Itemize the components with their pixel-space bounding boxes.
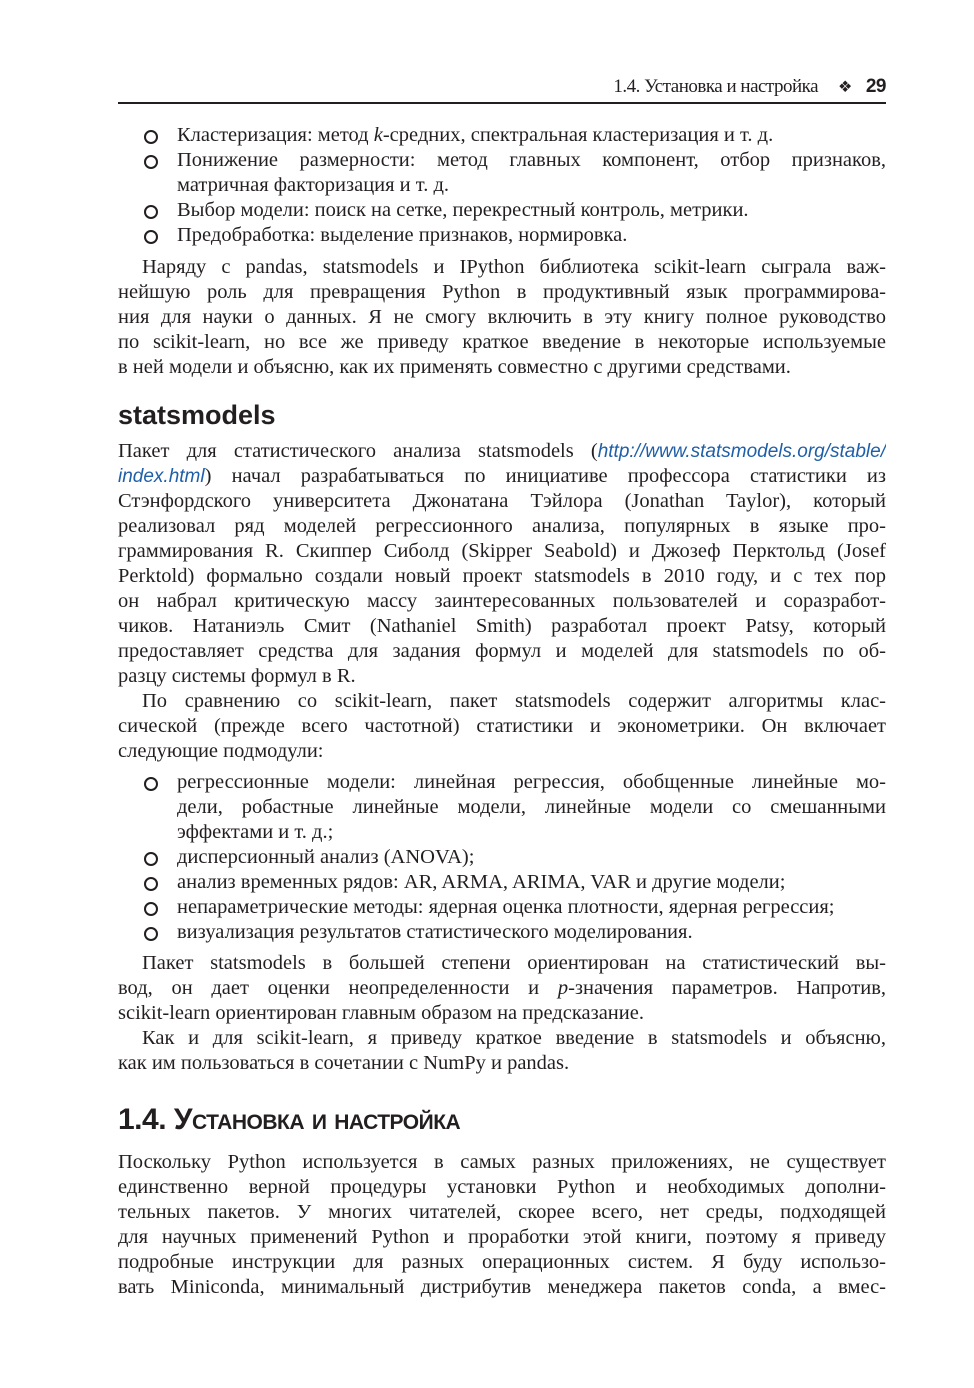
- text-line: непараметрические методы: ядерная оценка плотности, ядерная регрессия;: [177, 896, 835, 918]
- text-segment: ) начал разрабатываться по инициативе профессора статистики из: [204, 465, 886, 487]
- text-segment: p: [557, 977, 569, 999]
- bullet-circle-icon: [144, 902, 158, 916]
- text-line: он набрал критическую массу заинтересованных пользователей и соразработ-: [118, 590, 886, 612]
- bullet-circle-icon: [144, 852, 158, 866]
- submodule-list: [118, 770, 886, 945]
- text-line: Perktold) формально создали новый проект statsmodels в 2010 году, и с тех пор: [118, 565, 886, 587]
- paragraph: [118, 951, 886, 1026]
- text-line: тельных пакетов. У многих читателей, скорее всего, нет среды, подходящей: [118, 1201, 886, 1223]
- bullet-circle-icon: [144, 877, 158, 891]
- text-line: подробные инструкции для разных операционных систем. Я буду использо-: [118, 1251, 886, 1273]
- running-header-section: 1.4. Установка и настройка: [613, 76, 819, 97]
- text-line: Выбор модели: поиск на сетке, перекрестный контроль, метрики.: [177, 199, 749, 221]
- ornament-icon: ❖: [838, 79, 852, 96]
- text-line: [118, 439, 886, 464]
- text-line: матричная факторизация и т. д.: [177, 174, 450, 196]
- text-line: визуализация результатов статистического моделирования.: [177, 921, 693, 943]
- text-line: Наряду с pandas, statsmodels и IPython библиотека scikit-learn сыграла важ-: [142, 256, 886, 278]
- paragraph: [118, 1150, 886, 1300]
- text-line: По сравнению со scikit-learn, пакет statsmodels содержит алгоритмы клас-: [142, 690, 886, 712]
- text-line: по scikit-learn, но все же приведу краткое введение в некоторые используемые: [118, 331, 886, 353]
- page-number: 29: [865, 76, 886, 97]
- text-line: Поскольку Python используется в самых разных приложениях, не существует: [118, 1151, 886, 1173]
- list-item: [118, 198, 886, 223]
- text-line: scikit-learn ориентирован главным образом на предсказание.: [118, 1002, 644, 1024]
- text-segment: k: [373, 124, 383, 146]
- text-segment: -средних, спектральная кластеризация и т. д.: [382, 124, 774, 146]
- text-line: вать Miniconda, минимальный дистрибутив менеджера пакетов conda, а вмес-: [118, 1276, 886, 1298]
- text-line: единственно верной процедуры установки Python и необходимых дополни-: [118, 1176, 886, 1198]
- url-link[interactable]: index.html: [118, 466, 205, 487]
- text-segment: Пакет для статистического анализа statsmodels (: [118, 440, 598, 462]
- list-item: [118, 895, 886, 920]
- bullet-circle-icon: [144, 927, 158, 941]
- list-item: [118, 223, 886, 248]
- list-item: [118, 123, 886, 148]
- text-line: Пакет statsmodels в большей степени ориентирован на статистический вы-: [142, 952, 886, 974]
- text-line: дели, робастные линейные модели, линейные модели со смешанными: [177, 796, 886, 818]
- text-line: чиков. Натаниэль Смит (Nathaniel Smith) разработал проект Patsy, который: [118, 615, 886, 637]
- text-line: Как и для scikit-learn, я приведу краткое введение в statsmodels и объясню,: [142, 1027, 886, 1049]
- bullet-circle-icon: [144, 155, 158, 169]
- paragraph: [118, 255, 886, 380]
- text-segment: Кластеризация: метод: [177, 124, 374, 146]
- text-line: в ней модели и объясню, как их применять совместно с другими средствами.: [118, 356, 791, 378]
- text-line: анализ временных рядов: AR, ARMA, ARIMA, VAR и другие модели;: [177, 871, 786, 893]
- text-line: регрессионные модели: линейная регрессия, обобщенные линейные мо-: [177, 771, 886, 793]
- text-line: Понижение размерности: метод главных компонент, отбор признаков,: [177, 149, 886, 171]
- text-line: Предобработка: выделение признаков, нормировка.: [177, 224, 628, 246]
- section-heading-statsmodels: statsmodels: [118, 400, 276, 430]
- text-line: следующие подмодули:: [118, 740, 324, 762]
- bullet-circle-icon: [144, 205, 158, 219]
- text-line: для научных применений Python и проработки этой книги, поэтому я приведу: [118, 1226, 886, 1248]
- feature-list: [118, 123, 886, 248]
- list-item: [118, 870, 886, 895]
- chapter-heading-install: 1.4. Установка и настройка: [118, 1103, 461, 1136]
- text-line: [118, 976, 886, 1001]
- bullet-circle-icon: [144, 130, 158, 144]
- text-segment: вод, он дает оценки неопределенности и: [118, 977, 558, 999]
- text-line: [177, 123, 886, 148]
- paragraph: [118, 1026, 886, 1076]
- paragraph: [118, 439, 886, 689]
- text-segment: -значения параметров. Напротив,: [568, 977, 886, 999]
- text-line: эффектами и т. д.;: [177, 821, 334, 843]
- text-line: Стэнфордского университета Джонатана Тэйлора (Jonathan Taylor), который: [118, 490, 886, 512]
- text-line: нейшую роль для превращения Python в продуктивный язык программирова-: [118, 281, 886, 303]
- bullet-circle-icon: [144, 230, 158, 244]
- list-item: [118, 845, 886, 870]
- list-item: [118, 920, 886, 945]
- paragraph: [118, 689, 886, 764]
- text-line: предоставляет средства для задания формул и моделей для statsmodels по об-: [118, 640, 886, 662]
- list-item: [118, 770, 886, 845]
- text-line: разцу системы формул в R.: [118, 665, 356, 687]
- url-link[interactable]: http://www.statsmodels.org/stable/: [597, 441, 886, 462]
- header-rule: [118, 102, 886, 104]
- text-line: как им пользоваться в сочетании с NumPy и pandas.: [118, 1052, 570, 1074]
- text-line: граммирования R. Скиппер Сиболд (Skipper Seabold) и Джозеф Перктольд (Josef: [118, 540, 886, 562]
- list-item: [118, 148, 886, 198]
- text-line: реализовал ряд моделей регрессионного анализа, популярных в языке про-: [118, 515, 886, 537]
- running-header: [118, 76, 886, 102]
- text-line: ния для науки о данных. Я не смогу включить в эту книгу полное руководство: [118, 306, 886, 328]
- text-line: [118, 464, 886, 489]
- text-line: сической (прежде всего частотной) статистики и эконометрики. Он включает: [118, 715, 886, 737]
- text-line: дисперсионный анализ (ANOVA);: [177, 846, 475, 868]
- bullet-circle-icon: [144, 777, 158, 791]
